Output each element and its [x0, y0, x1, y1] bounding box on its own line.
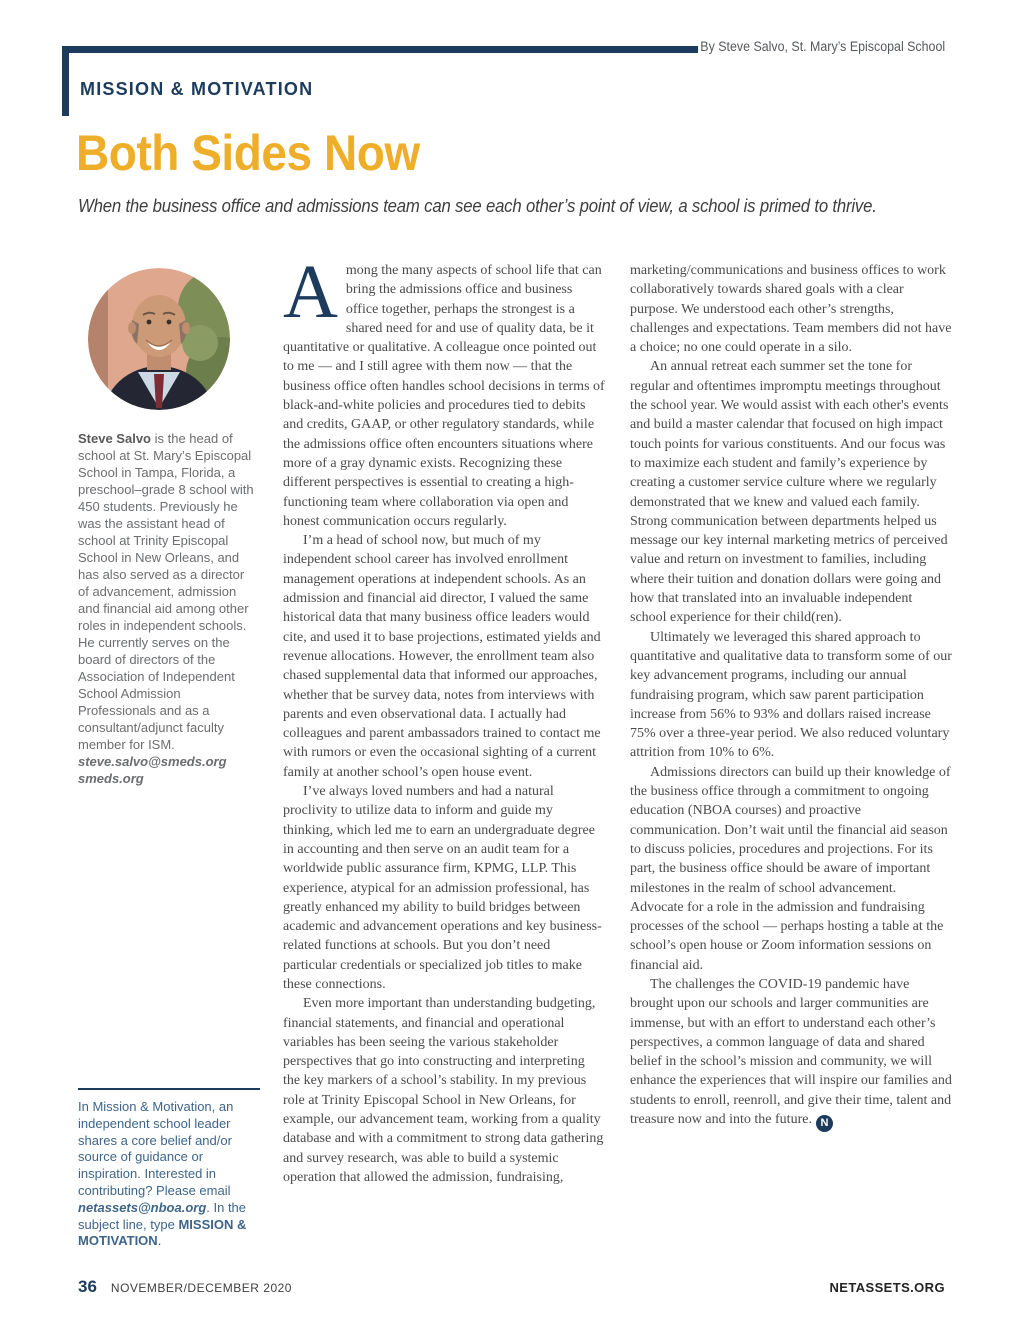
continuation-paragraph: marketing/communications and business offices to work collaboratively towards shared goals with a clear purpose. We understood each other’s strengths, challenges and expectations. Team members did not have a choice; no one could operate in a silo. — [630, 263, 952, 356]
note-subject-tag: MISSION & MOTIVATION — [78, 1216, 247, 1249]
column2-paragraphs — [630, 357, 952, 975]
end-mark-letter: N — [820, 1117, 829, 1130]
note-text-end: . — [157, 1233, 162, 1249]
page-number: 36 — [78, 1277, 97, 1296]
paragraph: Admissions directors can build up their knowledge of the business office through a commitment to ongoing education (NBOA courses) and proactive communication. Don’t wait until the financial aid season to discuss policies, procedures and projections. For its part, the business office should be aware of important milestones in the realm of school advancement. Advocate for a role in the admission and fundraising processes of the school — perhaps hosting a table at the school’s open house or Zoom information sessions on financial aid. — [630, 764, 951, 973]
top-rule-divider — [62, 46, 698, 53]
contributor-note — [78, 1088, 260, 1250]
closing-paragraph — [630, 975, 952, 1132]
closing-paragraph-text: The challenges the COVID-19 pandemic have brought upon our schools and larger communities are immense, but with an effort to understand each other’s perspectives, a common language of data and shared belief in the school’s mission and community, we will enhance the experiences that will inspire our families and students to enroll, reenroll, and give their time, talent and treasure now and into the future. — [630, 976, 952, 1128]
author-sidebar — [78, 268, 256, 787]
column1-paragraphs — [283, 531, 605, 1187]
issue-date: NOVEMBER/DECEMBER 2020 — [110, 1281, 292, 1295]
note-email: netassets@nboa.org — [78, 1199, 207, 1215]
section-label: MISSION & MOTIVATION — [80, 79, 314, 99]
footer-left — [78, 1277, 292, 1297]
paragraph: I’m a head of school now, but much of my independent school career has involved enrollment management operations at independent schools. As an admission and financial aid director, I valued the same historical data that many business office leaders would cite, and used it to base projections, estimated yields and revenue allocations. However, the enrollment team also chased supplemental data that informed our approaches, whether that be survey data, notes from interviews with parents and even observational data. I actually had colleagues and parent ambassadors trained to contact me with rumors or even the occasional sighting of a current family at another school’s open house event. — [283, 533, 601, 780]
byline: By Steve Salvo, St. Mary’s Episcopal School — [700, 39, 945, 54]
author-contact — [78, 753, 256, 787]
footer-site: NETASSETS.ORG — [829, 1280, 945, 1295]
article-column-2 — [630, 261, 952, 1132]
note-text: In Mission & Motivation, an independent school leader shares a core belief and/or source of guidance or inspiration. Interested in contributing? Please email — [78, 1099, 234, 1198]
author-website: smeds.org — [78, 771, 144, 786]
section-corner-bar — [62, 46, 69, 116]
paragraph: Even more important than understanding budgeting, financial statements, and financial and operational variables has been seeing the various stakeholder perspectives that go into constructing and interpreting the key markers of a school’s stability. In my previous role at Trinity Episcopal School in New Orleans, for example, our advancement team, working from a quality database and with a commitment to strong data gathering and survey research, was able to build a systemic operation that allowed the admission, fundraising, — [283, 996, 604, 1185]
paragraph: Ultimately we leveraged this shared approach to quantitative and qualitative data to transform some of our key advancement programs, including our annual fundraising program, which saw parent participation increase from 56% to 93% and dollars raised increase 75% over a three-year period. We also reduced voluntary attrition from 10% to 6%. — [630, 629, 952, 761]
end-mark-icon — [816, 1115, 833, 1132]
author-bio-text: is the head of school at St. Mary’s Episcopal School in Tampa, Florida, a preschool–grade 8 school with 450 students. Previously he was the assistant head of school at Trinity Episcopal School in New Orleans, and has also served as a director of advancement, admission and financial aid among other roles in independent schools. He currently serves on the board of directors of the Association of Independent School Admission Professionals and as a consultant/adjunct faculty member for ISM. — [78, 431, 254, 752]
author-bio — [78, 430, 256, 753]
lead-paragraph — [283, 250, 605, 531]
author-photo-illustration — [88, 268, 230, 410]
article-column-1 — [283, 250, 605, 1187]
drop-cap: A — [283, 250, 338, 334]
note-text-middle: . In the subject line, type — [78, 1199, 247, 1232]
article-title: Both Sides Now — [76, 125, 420, 181]
author-email: steve.salvo@smeds.org — [78, 754, 227, 769]
author-name: Steve Salvo — [78, 431, 151, 446]
paragraph: An annual retreat each summer set the tone for regular and oftentimes impromptu meetings throughout the school year. We would assist with each other's events and build a master calendar that focused on high impact touch points for various constituents. And our focus was to maximize each student and family’s experience by creating a customer service culture where we regularly demonstrated that we knew and valued each family. Strong communication between departments helped us message our key internal marketing metrics of perceived value and return on investment to families, including where their tuition and donation dollars were going and how that translated into an invaluable independent school experience for their child(ren). — [630, 359, 949, 626]
lead-paragraph-text: mong the many aspects of school life that can bring the admissions office and business office together, perhaps the strongest is a shared need for and use of quality data, be it quantitative or qualitative. A colleague once pointed out to me — and I still agree with them now — that the business office often handles school decisions in terms of black-and-white policies and procedures tied to debits and credits, GAAP, or other regulatory standards, while the admissions office often encounters situations where more of a gray dynamic exists. Recognizing these different perspectives is essential to creating a high-functioning team where collaboration via open and honest communication occurs regularly. — [283, 263, 605, 529]
article-deck: When the business office and admissions team can see each other’s point of view, a school is primed to thrive. — [78, 196, 877, 216]
author-photo — [88, 268, 230, 410]
paragraph: I’ve always loved numbers and had a natural proclivity to utilize data to inform and guide my thinking, which led me to earn an undergraduate degree in accounting and then serve on an audit team for a worldwide public assurance firm, KPMG, LLP. This experience, atypical for an admission professional, has greatly enhanced my ability to build bridges between academic and advancement operations and key business-related functions at schools. But you don’t need particular credentials or specialized job titles to make these connections. — [283, 784, 602, 992]
